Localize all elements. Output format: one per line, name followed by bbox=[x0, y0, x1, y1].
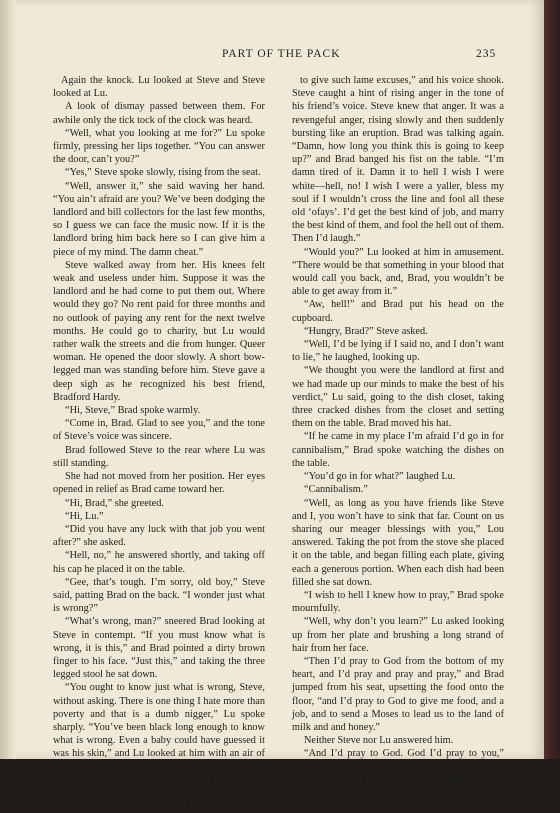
paragraph: “Would you?” Lu looked at him in amusement. “There would be that something in your blood that would call you back, and, Brad, you wouldn’t be able to get away from it.” bbox=[292, 246, 504, 298]
paragraph: “We thought you were the landlord at first and we had made up our minds to make the best of his verdict,” Lu said, going to the dish closet, taking three cracked dishes from the closet and setting them on the table. Brad moved his hat. bbox=[292, 365, 504, 430]
paragraph: “Well, why don’t you learn?” Lu asked looking up from her plate and brushing a long strand of hair from her face. bbox=[292, 616, 504, 654]
paragraph: “Cannibalism.” bbox=[304, 484, 368, 496]
paragraph: “Hungry, Brad?” Steve asked. bbox=[304, 325, 428, 337]
paragraph: “Well, I’d be lying if I said no, and I don’t want to lie,” he laughed, looking up. bbox=[292, 339, 504, 364]
paragraph: “Gee, that’s tough. I’m sorry, old boy,” Steve said, patting Brad on the back. “I wonder just what is wrong?” bbox=[53, 576, 265, 615]
paragraph: “Well, what you looking at me for?” Lu spoke firmly, pressing her lips together. “You can answer the door, can’t you?” bbox=[53, 127, 265, 166]
paragraph: “Then I’d pray to God from the bottom of my heart, and I’d pray and pray and pray,” and Brad jumped from his seat, upsetting the food onto the floor, “and I’d pray to God to give me food, and a job, and to send a Moses to lead us to the land of milk and and honey.” bbox=[292, 655, 504, 733]
paragraph: “I wish to hell I knew how to pray,” Brad spoke mournfully. bbox=[292, 589, 504, 615]
paragraph: “Come in, Brad. Glad to see you,” and the tone of Steve’s voice was sincere. bbox=[53, 418, 265, 443]
paragraph: “What’s wrong, man?” sneered Brad looking at Steve in contempt. “If you must know what is wrong, it is this,” and Brad pointed a dirty brown finger to his face. “Just this,” and taking the three legged stool he sat down. bbox=[53, 616, 265, 681]
paragraph: Again the knock. Lu looked at Steve and Steve looked at Lu. bbox=[53, 75, 265, 100]
paragraph: “Hi, Steve,” Brad spoke warmly. bbox=[65, 405, 201, 417]
paragraph: She had not moved from her position. Her eyes opened in relief as Brad came toward her. bbox=[53, 471, 265, 496]
paragraph: “Did you have any luck with that job you went after?” she asked. bbox=[53, 523, 265, 549]
paragraph: “If he came in my place I’m afraid I’d go in for cannibalism,” Brad spoke watching the dishes on the table. bbox=[292, 431, 504, 469]
paragraph: “You’d go in for what?” laughed Lu. bbox=[304, 471, 456, 483]
paragraph: “You ought to know just what is wrong, Steve, without asking. There is one thing I hate more than poverty and that is a dumb nigger,” Lu spoke sharply. “You’ve been black long enough to know what is wrong. Even a baby could have guessed it was his skin,” and Lu looked at him with an air of superiority. bbox=[53, 682, 265, 773]
paragraph: “Aw, hell!” and Brad put his head on the cupboard. bbox=[292, 299, 504, 324]
paragraph: “Well, as long as you have friends like Steve and I, you won’t have to sink that far. Count on us sharing our meager blessings with you,” Lou answered. Taking the pot from the stove she placed it on the table, and began filling each plate, giving each a generous portion. When each dish had been filled she sat down. bbox=[292, 497, 504, 588]
right-column bbox=[292, 74, 504, 813]
book-cover-edge bbox=[544, 0, 560, 759]
paragraph: “Well, answer it,” she said waving her hand. “You ain’t afraid are you? We’ve been dodging the landlord and bill collectors for the last few months, so I guess we can face the music now. If it is the landlord bring him back here so I can give him a piece of my mind. The damn cheat.” bbox=[53, 180, 265, 258]
paragraph: “Hell, no,” he answered shortly, and taking off his cap he placed it on the table. bbox=[53, 550, 265, 575]
paragraph: “Hi, Lu.” bbox=[65, 510, 104, 522]
left-column bbox=[53, 74, 265, 813]
page-gutter bbox=[0, 0, 16, 759]
page-number: 235 bbox=[476, 48, 497, 60]
paragraph: “Yes,” Steve spoke slowly, rising from the seat. bbox=[65, 167, 261, 179]
running-title: PART OF THE PACK bbox=[222, 48, 341, 60]
running-head bbox=[0, 48, 544, 64]
paragraph: Brad followed Steve to the rear where Lu was still standing. bbox=[53, 444, 265, 469]
paragraph: “Hi, Brad,” she greeted. bbox=[65, 497, 164, 509]
paragraph: “Not that I couldn’t do the work. I’ve had good training in that field,” and a deep frown formed in Brad’s forehead. “They always have bbox=[53, 774, 265, 813]
paragraph: Steve walked away from her. His knees felt weak and useless under him. Suppose it was the landlord and he had come to put them out. Where would they go? No rent paid for three months and no outlook of paying any rent for the next twelve months. He could go to charity, but Lu would rather walk the streets and die from hunger. Queer woman. He opened the door slowly. A short bow-legged man was standing before him. Steve gave a deep sigh as he recognized his best friend, Bradford Hardy. bbox=[53, 259, 265, 403]
paragraph: A look of dismay passed between them. For awhile only the tick tock of the clock was heard. bbox=[53, 101, 265, 126]
paragraph: “And I’d pray to God. God I’d pray to you,” went on Brad. “God! oh God! I’d pray for justice, for fairness, and God, I’d pray. Oh hell, I wish I knew how to pray,” and Brad tore at his ragged shirt and beat his bony hand bbox=[292, 748, 504, 813]
paragraph: Neither Steve nor Lu answered him. bbox=[304, 735, 454, 747]
paragraph: to give such lame excuses,” and his voice shook. Steve caught a hint of rising anger in the tone of his friend’s voice. Steve knew that anger. It was a revengeful anger, rising slowly and then suddenly bursting like an eruption. Brad was talking again. “Damn, how long you think this is going to keep up?” and Brad banged his fist on the table. “I’m damn tired of it. Damn it to hell I wish I were white—hell, no! I wish I were a yaller, bless my soul if I wouldn’t cross the line and fool all these old ‘ofays’. I’d get the best kind of job, and marry the best kind of them, and fool the hell out of them. Then I’d laugh.” bbox=[292, 75, 504, 245]
